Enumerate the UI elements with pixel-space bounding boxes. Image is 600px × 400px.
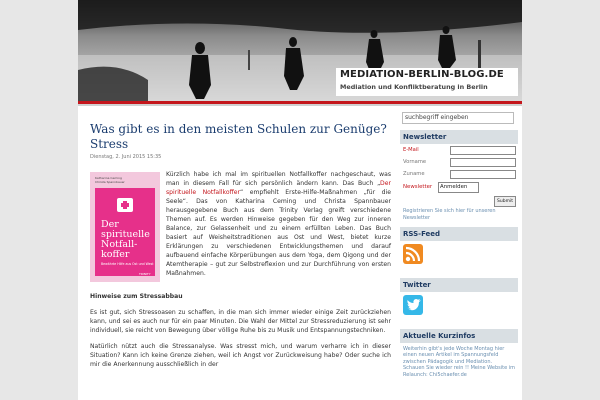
main-content <box>84 112 394 368</box>
book-link[interactable]: Der spirituelle Notfallkoffer <box>166 180 391 196</box>
post-date: Dienstag, 2. Juni 2015 15:35 <box>90 154 162 160</box>
book-author: Christa Spannbauer <box>95 180 125 184</box>
kurzinfos-text: Weiterhin gibt's jede Woche Montag hier einen neuen Artikel im Spannungsfeld zwischen Pädagogik und Mediation. Schauen Sie wieder rein !! Meine Website im Relaunch: Chi5chaefer.de <box>403 346 515 378</box>
book-publisher: TRINITY <box>139 272 151 276</box>
book-title-line: Notfall- <box>101 239 138 250</box>
lastname-field[interactable] <box>450 170 516 179</box>
post-body <box>90 170 391 376</box>
newsletter-heading: Newsletter <box>400 130 518 144</box>
brand-box[interactable] <box>336 68 518 96</box>
twitter-bird-icon[interactable] <box>403 295 423 315</box>
firstname-field[interactable] <box>450 158 516 167</box>
newsletter-action-row <box>400 180 518 204</box>
paragraph-text: “ empfiehlt Erste-Hilfe-Maßnahmen „für die Seele“. Das von Katharina Ceming und Christa Spannbauer herausgegebene Buch aus dem Trinity Verlag greift verschiedene Themen auf. Es werden Hinweise gegeben für den Weg zur inneren Balance, zur Gelassenheit und zu einem erfüllten Leben. Das Buch basiert auf Weisheitstraditionen aus Ost und West, bietet kurze Erklärungen zu verschiedenen Entwicklungsthemen und darauf aufbauend einfache Körperübungen aus dem Yoga, dem Qigong und der Atemtherapie – gut zur Selbstreflexion und zur Durchführung von ersten Maßnahmen. <box>166 189 391 277</box>
sidebar <box>400 112 518 378</box>
book-cover-image[interactable] <box>90 172 160 282</box>
paragraph: Es ist gut, sich Stressoasen zu schaffen, in die man sich immer wieder einige Zeit zurückziehen kann, und sei es auch nur für ein paar Minuten. Die Wahl der Mittel zur Stressreduzierung ist sehr individuell, sie reicht von Bewegung über völlige Ruhe bis zu Musik und Entspannungstechniken. <box>90 309 391 334</box>
twitter-heading: Twitter <box>400 278 518 292</box>
rss-icon[interactable] <box>403 244 423 264</box>
brand-title[interactable]: MEDIATION-BERLIN-BLOG.DE <box>340 69 504 80</box>
brand-subtitle: Mediation und Konfliktberatung in Berlin <box>340 83 488 91</box>
newsletter-note: Registrieren Sie sich hier für unseren Newsletter <box>403 208 496 221</box>
post-title[interactable]: Was gibt es in den meisten Schulen zur Genüge? Stress <box>90 122 387 151</box>
book-title <box>101 220 151 260</box>
email-row <box>400 144 518 156</box>
page <box>78 0 522 400</box>
first-aid-case-icon <box>117 198 133 212</box>
book-title-line: Der <box>101 219 119 230</box>
email-label: E-Mail <box>403 147 419 153</box>
newsletter-form <box>400 144 518 221</box>
firstname-row <box>400 156 518 168</box>
kurzinfos-heading: Aktuelle Kurzinfos <box>400 329 518 343</box>
search-input[interactable] <box>402 112 514 124</box>
section-heading: Hinweise zum Stressabbau <box>90 293 183 300</box>
book-authors <box>95 176 155 187</box>
submit-button[interactable]: Submit <box>494 196 516 207</box>
book-title-line: spirituelle <box>101 229 150 240</box>
rss-icon-wrap <box>400 241 518 272</box>
header-divider <box>78 104 522 106</box>
firstname-label: Vorname <box>403 159 427 165</box>
paragraph: Natürlich nützt auch die Stressanalyse. Was stresst mich, und warum verharre ich in dieser Situation? Kann ich keine Grenze ziehen, weil ich Angst vor Zurückweisung habe? Oder suche ich mir die Anerkennung ausschließlich in der <box>90 343 391 368</box>
book-cover-panel <box>95 188 155 276</box>
book-title-line: koffer <box>101 249 130 260</box>
email-field[interactable] <box>450 146 516 155</box>
rss-heading: RSS-Feed <box>400 227 518 241</box>
header-banner <box>78 0 522 101</box>
book-subtitle: Bewährte Hilfe aus Ost und West <box>101 262 154 266</box>
book-author: Katharina Ceming <box>95 176 122 180</box>
twitter-icon-wrap <box>400 292 518 323</box>
lastname-row <box>400 168 518 180</box>
newsletter-action-label: Newsletter <box>403 184 433 190</box>
newsletter-action-select[interactable]: Anmelden <box>438 182 479 193</box>
lastname-label: Zuname <box>403 171 425 177</box>
paragraph-text: Kürzlich habe ich mal im spirituellen Notfallkoffer nachgeschaut, was man in diesem Fall für sich persönlich ändern kann. Das Buch „ <box>166 171 391 187</box>
